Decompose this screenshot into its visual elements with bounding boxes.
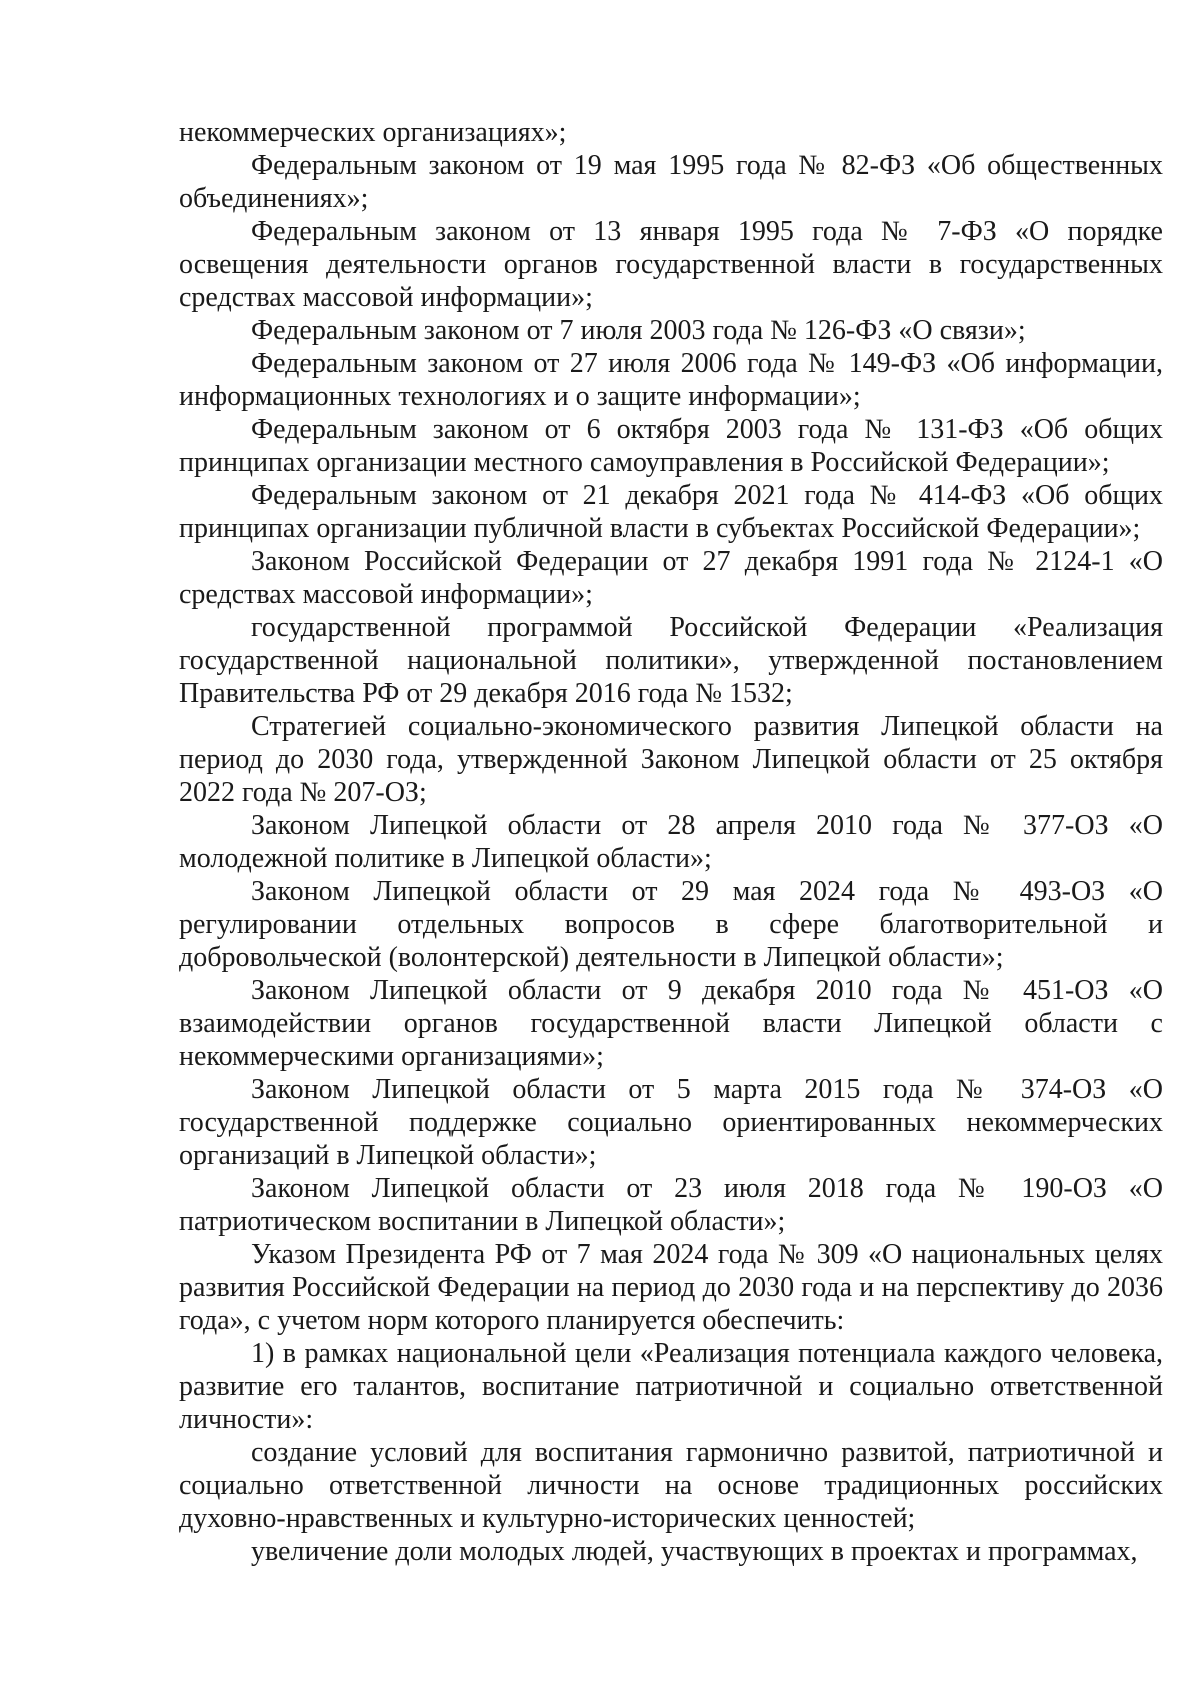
paragraph: Стратегией социально-экономического развития Липецкой области на период до 2030 года, утвержденной Законом Липецкой области от 25 октября 2022 года № 207-ОЗ;	[179, 711, 1163, 808]
paragraph: Федеральным законом от 21 декабря 2021 года № 414-ФЗ «Об общих принципах организации публичной власти в субъектах Российской Федерации»;	[179, 480, 1163, 544]
paragraph: Законом Липецкой области от 5 марта 2015 года № 374-ОЗ «О государственной поддержке социально ориентированных некоммерческих организаций в Липецкой области»;	[179, 1074, 1163, 1171]
paragraph: создание условий для воспитания гармонично развитой, патриотичной и социально ответственной личности на основе традиционных российских духовно-нравственных и культурно-исторических ценностей;	[179, 1437, 1163, 1534]
paragraph: некоммерческих организациях»;	[179, 117, 567, 148]
paragraph: Федеральным законом от 13 января 1995 года № 7-ФЗ «О порядке освещения деятельности органов государственной власти в государственных средствах массовой информации»;	[179, 216, 1163, 313]
document-body	[179, 116, 1163, 1568]
paragraph: Указом Президента РФ от 7 мая 2024 года № 309 «О национальных целях развития Российской Федерации на период до 2030 года и на перспективу до 2036 года», с учетом норм которого планируется обеспечить:	[179, 1239, 1163, 1336]
paragraph: Законом Липецкой области от 28 апреля 2010 года № 377-ОЗ «О молодежной политике в Липецкой области»;	[179, 810, 1163, 874]
paragraph: 1) в рамках национальной цели «Реализация потенциала каждого человека, развитие его талантов, воспитание патриотичной и социально ответственной личности»:	[179, 1338, 1163, 1435]
paragraph: увеличение доли молодых людей, участвующих в проектах и программах,	[251, 1536, 1138, 1567]
paragraph: Законом Липецкой области от 29 мая 2024 года № 493-ОЗ «О регулировании отдельных вопросов в сфере благотворительной и добровольческой (волонтерской) деятельности в Липецкой области»;	[179, 876, 1163, 973]
paragraph: Федеральным законом от 6 октября 2003 года № 131-ФЗ «Об общих принципах организации местного самоуправления в Российской Федерации»;	[179, 414, 1163, 478]
paragraph: Законом Липецкой области от 23 июля 2018 года № 190-ОЗ «О патриотическом воспитании в Липецкой области»;	[179, 1173, 1163, 1237]
paragraph: Федеральным законом от 27 июля 2006 года № 149-ФЗ «Об информации, информационных технологиях и о защите информации»;	[179, 348, 1163, 412]
paragraph: Федеральным законом от 7 июля 2003 года № 126-ФЗ «О связи»;	[251, 315, 1026, 346]
paragraph: Законом Российской Федерации от 27 декабря 1991 года № 2124-1 «О средствах массовой информации»;	[179, 546, 1163, 610]
paragraph: государственной программой Российской Федерации «Реализация государственной национальной политики», утвержденной постановлением Правительства РФ от 29 декабря 2016 года № 1532;	[179, 612, 1163, 709]
paragraph: Законом Липецкой области от 9 декабря 2010 года № 451-ОЗ «О взаимодействии органов государственной власти Липецкой области с некоммерческими организациями»;	[179, 975, 1163, 1072]
paragraph: Федеральным законом от 19 мая 1995 года № 82-ФЗ «Об общественных объединениях»;	[179, 150, 1163, 214]
